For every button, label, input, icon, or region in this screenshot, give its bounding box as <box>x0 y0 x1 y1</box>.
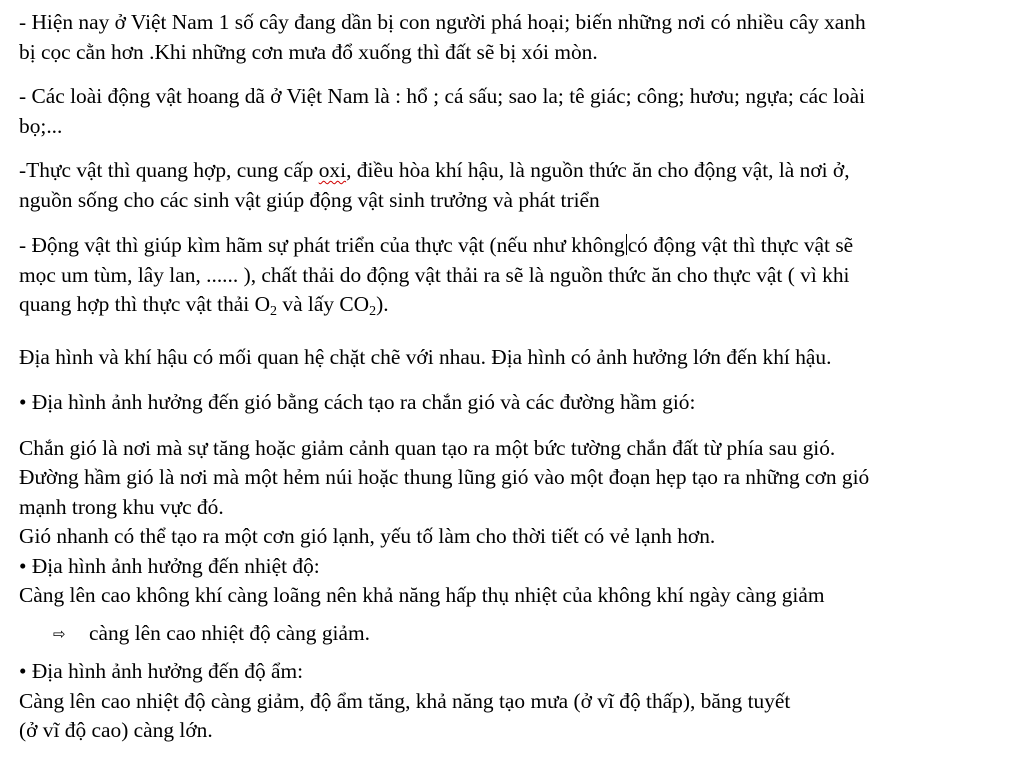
text-line <box>19 290 1010 327</box>
text-line: - Các loài động vật hoang dã ở Việt Nam là : hổ ; cá sấu; sao la; tê giác; công; hươu; ngựa; các loài <box>19 84 866 108</box>
paragraph-deforestation <box>19 8 1010 67</box>
text-segment: - Động vật thì giúp kìm hãm sự phát triển của thực vật (nếu như không <box>19 233 625 257</box>
text-line: Càng lên cao nhiệt độ càng giảm, độ ẩm tăng, khả năng tạo mưa (ở vĩ độ thấp), băng tuyết <box>19 688 791 713</box>
text-line <box>19 231 1010 261</box>
text-segment: có động vật thì thực vật sẽ <box>627 233 854 257</box>
text-line: (ở vĩ độ cao) càng lớn. <box>19 718 213 742</box>
text-line: • Địa hình ảnh hưởng đến độ ẩm: <box>19 659 304 683</box>
text-line: - Hiện nay ở Việt Nam 1 số cây đang dần bị con người phá hoại; biến những nơi có nhiều cây xanh <box>19 10 866 34</box>
paragraph-humidity <box>19 657 1010 746</box>
text-line: Càng lên cao không khí càng loãng nên khả năng hấp thụ nhiệt của không khí ngày càng giảm <box>19 583 825 607</box>
paragraph-terrain-climate <box>19 343 1010 373</box>
subscript: 2 <box>270 304 278 319</box>
paragraph-arrow-conclusion <box>19 619 1010 650</box>
paragraph-animals-role <box>19 231 1010 327</box>
paragraph-wind-details <box>19 434 1010 611</box>
text-line: • Địa hình ảnh hưởng đến gió bằng cách tạo ra chắn gió và các đường hầm gió: <box>19 390 696 414</box>
text-cursor <box>626 234 627 255</box>
text-segment: ). <box>376 292 389 316</box>
paragraph-plants-role <box>19 156 1010 215</box>
text-line: bị cọc cằn hơn .Khi những cơn mưa đổ xuống thì đất sẽ bị xói mòn. <box>19 39 598 64</box>
arrow-right-icon: ⇨ <box>53 624 66 643</box>
paragraph-wild-animals <box>19 82 1010 141</box>
text-line <box>19 156 1010 186</box>
paragraph-terrain-wind-heading <box>19 388 1010 418</box>
text-segment: , điều hòa khí hậu, là nguồn thức ăn cho động vật, là nơi ở, <box>346 158 850 182</box>
text-line: mọc um tùm, lây lan, ...... ), chất thải do động vật thải ra sẽ là nguồn thức ăn cho thực vật ( vì khi <box>19 262 850 287</box>
subscript: 2 <box>369 304 377 319</box>
text-line: mạnh trong khu vực đó. <box>19 494 224 519</box>
text-line: bọ;... <box>19 113 63 138</box>
spellcheck-underlined-word[interactable]: oxi <box>318 158 347 182</box>
text-segment: càng lên cao nhiệt độ càng giảm. <box>89 620 370 645</box>
text-line: Địa hình và khí hậu có mối quan hệ chặt chẽ với nhau. Địa hình có ảnh hưởng lớn đến khí hậu. <box>19 344 832 369</box>
text-segment: -Thực vật thì quang hợp, cung cấp <box>19 158 319 182</box>
text-segment: quang hợp thì thực vật thải O <box>19 292 271 316</box>
text-line: Chắn gió là nơi mà sự tăng hoặc giảm cảnh quan tạo ra một bức tường chắn đất từ phía sau gió. <box>19 435 836 460</box>
text-line: • Địa hình ảnh hưởng đến nhiệt độ: <box>19 553 320 578</box>
text-line: Gió nhanh có thể tạo ra một cơn gió lạnh, yếu tố làm cho thời tiết có vẻ lạnh hơn. <box>19 524 716 548</box>
text-line: Đường hầm gió là nơi mà một hẻm núi hoặc thung lũng gió vào một đoạn hẹp tạo ra những cơn gió <box>19 465 870 489</box>
text-segment: và lấy CO <box>277 292 370 316</box>
text-line: nguồn sống cho các sinh vật giúp động vật sinh trưởng và phát triển <box>19 187 600 212</box>
